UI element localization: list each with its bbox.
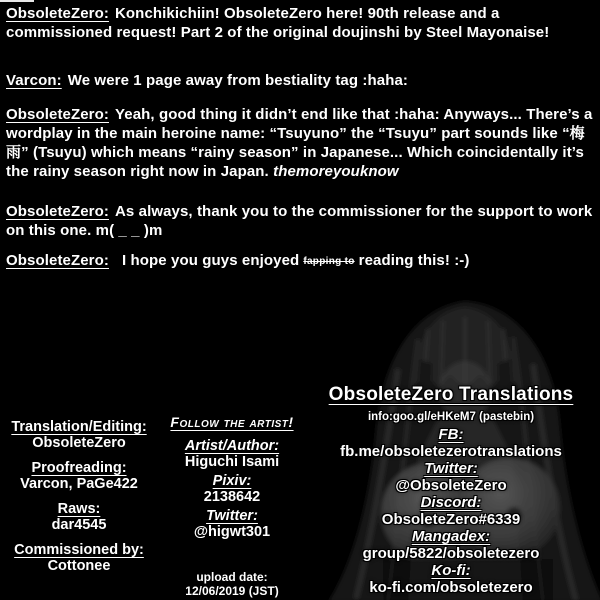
credits-column-group [305,384,597,596]
credit-item-commissioner [0,542,158,574]
credit-value: ko-fi.com/obsoletezero [369,579,533,596]
credit-label: Pixiv: [212,473,252,489]
artist-name-item [158,438,306,470]
group-fb-item [305,426,597,460]
credit-value: group/5822/obsoletezero [362,545,540,562]
speaker-name: ObsoleteZero: [6,252,109,269]
group-kofi-item [305,562,597,596]
chat-message-3 [6,105,597,181]
credit-value: Varcon, PaGe422 [20,476,138,492]
credit-label: Artist/Author: [184,438,280,454]
pastebin-info: info:goo.gl/eHKeM7 (pastebin) [367,411,535,423]
group-mangadex-item [305,528,597,562]
credit-label: Translation/Editing: [11,419,147,435]
message-text: Yeah, good thing it didn’t end like that :haha: Anyways... There’s a wordplay in the main heroine name: “Tsuyuno” the “Tsuyu” part sounds like “梅雨” (Tsuyu) which means “rainy season” in Japanese... Which coincidentally it’s the rainy season right now in Japan. [6,106,597,180]
credit-label: Proofreading: [31,460,127,476]
group-discord-item [305,494,597,528]
artist-pixiv-item [158,473,306,505]
message-text: We were 1 page away from bestiality tag :haha: [67,72,408,89]
credit-value: Higuchi Isami [184,454,280,470]
speaker-name: ObsoleteZero: [6,5,109,22]
scan-artifact-line [0,0,34,2]
chat-message-2 [6,71,594,90]
credit-label: Commissioned by: [14,542,144,558]
credit-label: Twitter: [424,460,478,477]
italic-note: themoreyouknow [273,163,399,180]
follow-artist-heading: Follow the artist! [170,414,294,430]
credits-column-artist [158,414,306,543]
credit-label: Raws: [57,501,101,517]
chat-message-5 [6,251,594,271]
credit-value: Cottonee [47,558,111,574]
credit-item-proofreading [0,460,158,492]
chat-message-4 [6,202,597,240]
struck-joke-text: fapping to [303,256,355,267]
credit-label: Ko-fi: [431,562,471,579]
speaker-name: ObsoleteZero: [6,203,109,220]
upload-date-label: upload date: [196,570,268,584]
credit-value: 2138642 [203,489,261,505]
credit-label: Twitter: [206,508,258,524]
credit-label: FB: [438,426,464,443]
group-name-heading: ObsoleteZero Translations [328,384,574,405]
speaker-name: ObsoleteZero: [6,106,109,123]
upload-date-value: 12/06/2019 (JST) [185,584,279,598]
chat-message-1 [6,4,594,42]
upload-date [158,570,306,598]
credit-value: ObsoleteZero#6339 [381,511,521,528]
message-text: Konchikichiin! ObsoleteZero here! 90th release and a commissioned request! Part 2 of the original doujinshi by Steel Mayonaise! [6,5,550,41]
credit-value: dar4545 [51,517,107,533]
message-text: reading this! :-) [358,252,470,269]
artist-twitter-item [158,508,306,540]
message-text: As always, thank you to the commissioner for the support to work on this one. m( _ _ )m [6,203,597,239]
credit-value: @ObsoleteZero [395,477,507,494]
credit-item-raws [0,501,158,533]
credit-value: ObsoleteZero [32,435,126,451]
credits-column-staff [0,419,158,583]
credit-value: fb.me/obsoletezerotranslations [340,443,562,460]
speaker-name: Varcon: [6,72,62,89]
message-text: I hope you guys enjoyed [121,252,300,269]
credit-label: Mangadex: [411,528,491,545]
credit-label: Discord: [420,494,482,511]
group-twitter-item [305,460,597,494]
credit-item-translation [0,419,158,451]
credit-value: @higwt301 [193,524,271,540]
